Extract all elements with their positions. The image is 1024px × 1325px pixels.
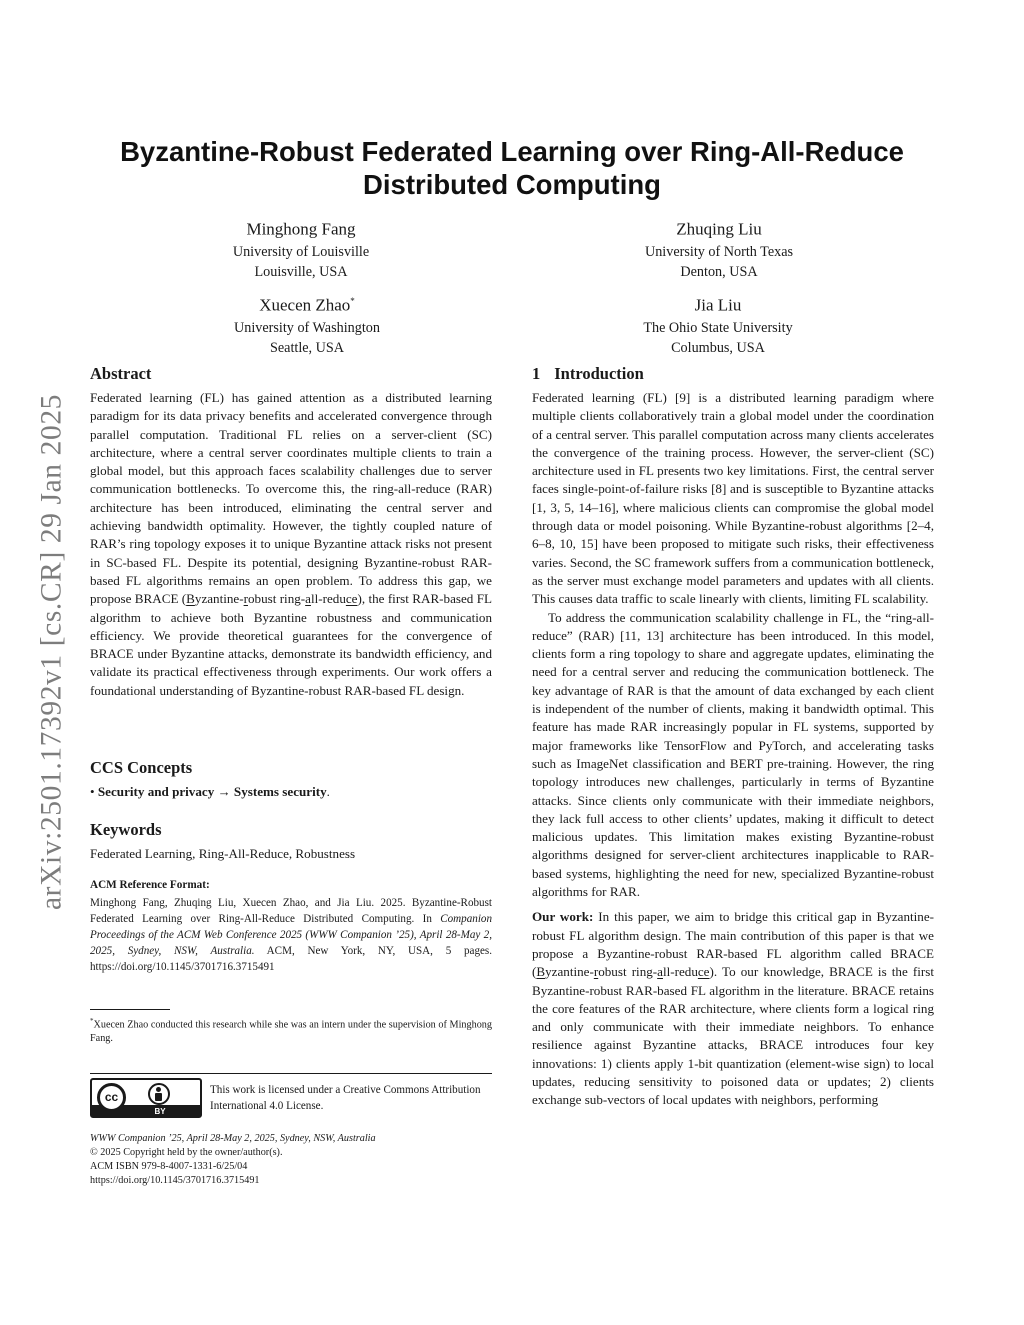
author-name: Minghong Fang bbox=[246, 219, 356, 239]
ccs-heading: CCS Concepts bbox=[90, 758, 193, 777]
author-affiliation: University of Louisville bbox=[232, 243, 370, 260]
intro-paragraph-1: Federated learning (FL) [9] is a distributed learning paradigm where multiple clients collaboratively train a global model under the coordination of a central server. This parallel computation across many clients accelerates the convergence of the training process. However, the server-client (SC) architecture used in FL presents two key limitations. First, the central server faces single-point-of-failure risks [8] and is susceptible to Byzantine attacks [1, 3, 5, 14–16], where malicious clients can compromise the global model through data or model poisoning. While Byzantine-robust algorithms [2–4, 6–8, 10, 15] have been proposed to mitigate such risks, their effectiveness varies. Second, the SC framework suffers from a communication bottleneck, as the server must exchange model parameters and updates with all clients. This causes data traffic to scale linearly with clients, limiting FL scalability. bbox=[532, 390, 934, 607]
footnote: *Xuecen Zhao conducted this research while she was an intern under the supervision of Minghong Fang. bbox=[90, 1017, 492, 1045]
author-affiliation: The Ohio State University bbox=[643, 319, 793, 336]
author-location: Columbus, USA bbox=[671, 339, 765, 356]
introduction-text bbox=[532, 389, 934, 1110]
cc-icon: cc bbox=[97, 1083, 126, 1112]
abstract-text: Federated learning (FL) has gained attention as a distributed learning paradigm for its data privacy benefits and accelerated convergence through parallel computation. Traditional FL relies on a server-client (SC) architecture, where a central server coordinates multiple clients to train a global model, but this approach faces scalability challenges due to server communication bottlenecks. To overcome this, the ring-all-reduce (RAR) architecture has been introduced, eliminating the central server and achieving bandwidth optimality. However, the tightly coupled nature of RAR’s ring topology exposes it to unique Byzantine attack risks not present in SC-based FL. Despite its potential, designing Byzantine-robust RAR-based FL algorithms remains an open problem. To address this gap, we propose BRACE (Byzantine-robust ring-all-reduce), the first RAR-based FL algorithm to achieve both Byzantine robustness and communication efficiency. We provide theoretical guarantees for the convergence of BRACE under Byzantine attacks, demonstrate its bandwidth efficiency, and validate its practical effectiveness through experiments. Our work offers a foundational understanding of Byzantine-robust RAR-based FL design. bbox=[90, 390, 492, 698]
arxiv-stamp: arXiv:2501.17392v1 [cs.CR] 29 Jan 2025 bbox=[35, 393, 68, 911]
pub-isbn: ACM ISBN 979-8-4007-1331-6/25/04 bbox=[90, 1161, 248, 1172]
intro-paragraph-3: Our work: In this paper, we aim to bridge this critical gap in Byzantine-robust FL algorithm design. The main contribution of this paper is that we propose a Byzantine-robust RAR-based FL algorithm called BRACE (Byzantine-robust ring-all-reduce). To our knowledge, BRACE is the first Byzantine-robust RAR-based FL algorithm in the literature. BRACE retains the core features of the RAR architecture, where clients form a logical ring and only communicate with their immediate neighbors. To enhance resilience against Byzantine attacks, BRACE introduces four key innovations: 1) clients apply 1-bit quantization (element-wise sign) to local updates, reducing sensitivity to poisoned data or updates; 2) clients exchange sub-vectors of local updates with neighbors, performing bbox=[532, 909, 934, 1108]
intro-paragraph-2: To address the communication scalability challenge in FL, the “ring-all-reduce” (RAR) [11, 13] architecture has been introduced. In this model, clients form a ring topology to share and aggregate updates, eliminating the need for a central server and reducing the communication bottleneck. The key advantage of RAR is that the amount of data exchanged by each client is independent of the number of clients, making it bandwidth optimal. This feature has made RAR increasingly popular in FL systems, supported by major frameworks like TensorFlow and PyTorch, and accelerating tasks such as ImageNet classification and BERT pre-training. However, the ring topology introduces new challenges, particularly in terms of Byzantine attacks. Since clients only communicate with their immediate neighbors, they lack full access to other clients’ updates, making it difficult to detect malicious updates. This limitation makes existing Byzantine-robust algorithms designed for server-client architectures inapplicable to RAR-based systems, highlighting the need for new, specialized Byzantine-robust algorithms for RAR. bbox=[532, 609, 934, 900]
author-block bbox=[167, 290, 447, 358]
paper-title bbox=[100, 135, 924, 201]
abstract-heading: Abstract bbox=[90, 364, 152, 383]
author-location: Denton, USA bbox=[680, 263, 758, 280]
author-location: Louisville, USA bbox=[254, 263, 348, 280]
author-block bbox=[578, 290, 858, 358]
author-affiliation: University of Washington bbox=[234, 319, 380, 336]
acm-reference-heading: ACM Reference Format: bbox=[90, 879, 210, 891]
license-rule bbox=[90, 1073, 492, 1074]
title-line-2: Distributed Computing bbox=[363, 169, 661, 200]
pub-venue: WWW Companion ’25, April 28-May 2, 2025, Sydney, NSW, Australia bbox=[90, 1133, 376, 1144]
ccs-concepts: • Security and privacy → Systems security. bbox=[90, 784, 330, 799]
cc-by-license-logo bbox=[90, 1078, 202, 1118]
keywords-text: Federated Learning, Ring-All-Reduce, Robustness bbox=[90, 846, 356, 861]
keywords-heading: Keywords bbox=[90, 820, 162, 839]
author-location: Seattle, USA bbox=[269, 339, 345, 356]
publication-info bbox=[90, 1132, 492, 1188]
author-name: Jia Liu bbox=[694, 295, 742, 315]
author-block bbox=[161, 214, 441, 282]
pub-copyright: © 2025 Copyright held by the owner/author(s). bbox=[90, 1147, 283, 1158]
by-label: BY bbox=[154, 1107, 166, 1116]
acm-reference-text: Minghong Fang, Zhuqing Liu, Xuecen Zhao, and Jia Liu. 2025. Byzantine-Robust Federated Learning over Ring-All-Reduce Distributed Computing. In Companion Proceedings of the ACM Web Conference 2025 (WWW Companion ’25), April 28-May 2, 2025, Sydney, NSW, Australia. ACM, New York, NY, USA, 5 pages. https://doi.org/10.1145/3701716.3715491 bbox=[90, 897, 492, 973]
section-heading-introduction: 1 Introduction bbox=[532, 364, 644, 383]
author-affiliation: University of North Texas bbox=[644, 243, 794, 260]
license-text: This work is licensed under a Creative Commons Attribution International 4.0 License. bbox=[210, 1084, 481, 1112]
author-name: Xuecen Zhao* bbox=[259, 295, 355, 315]
author-block bbox=[579, 214, 859, 282]
author-name: Zhuqing Liu bbox=[676, 219, 762, 239]
title-line-1: Byzantine-Robust Federated Learning over Ring-All-Reduce bbox=[120, 136, 904, 167]
footnote-rule bbox=[90, 1009, 170, 1010]
person-icon bbox=[148, 1083, 170, 1105]
pub-doi: https://doi.org/10.1145/3701716.3715491 bbox=[90, 1175, 260, 1186]
